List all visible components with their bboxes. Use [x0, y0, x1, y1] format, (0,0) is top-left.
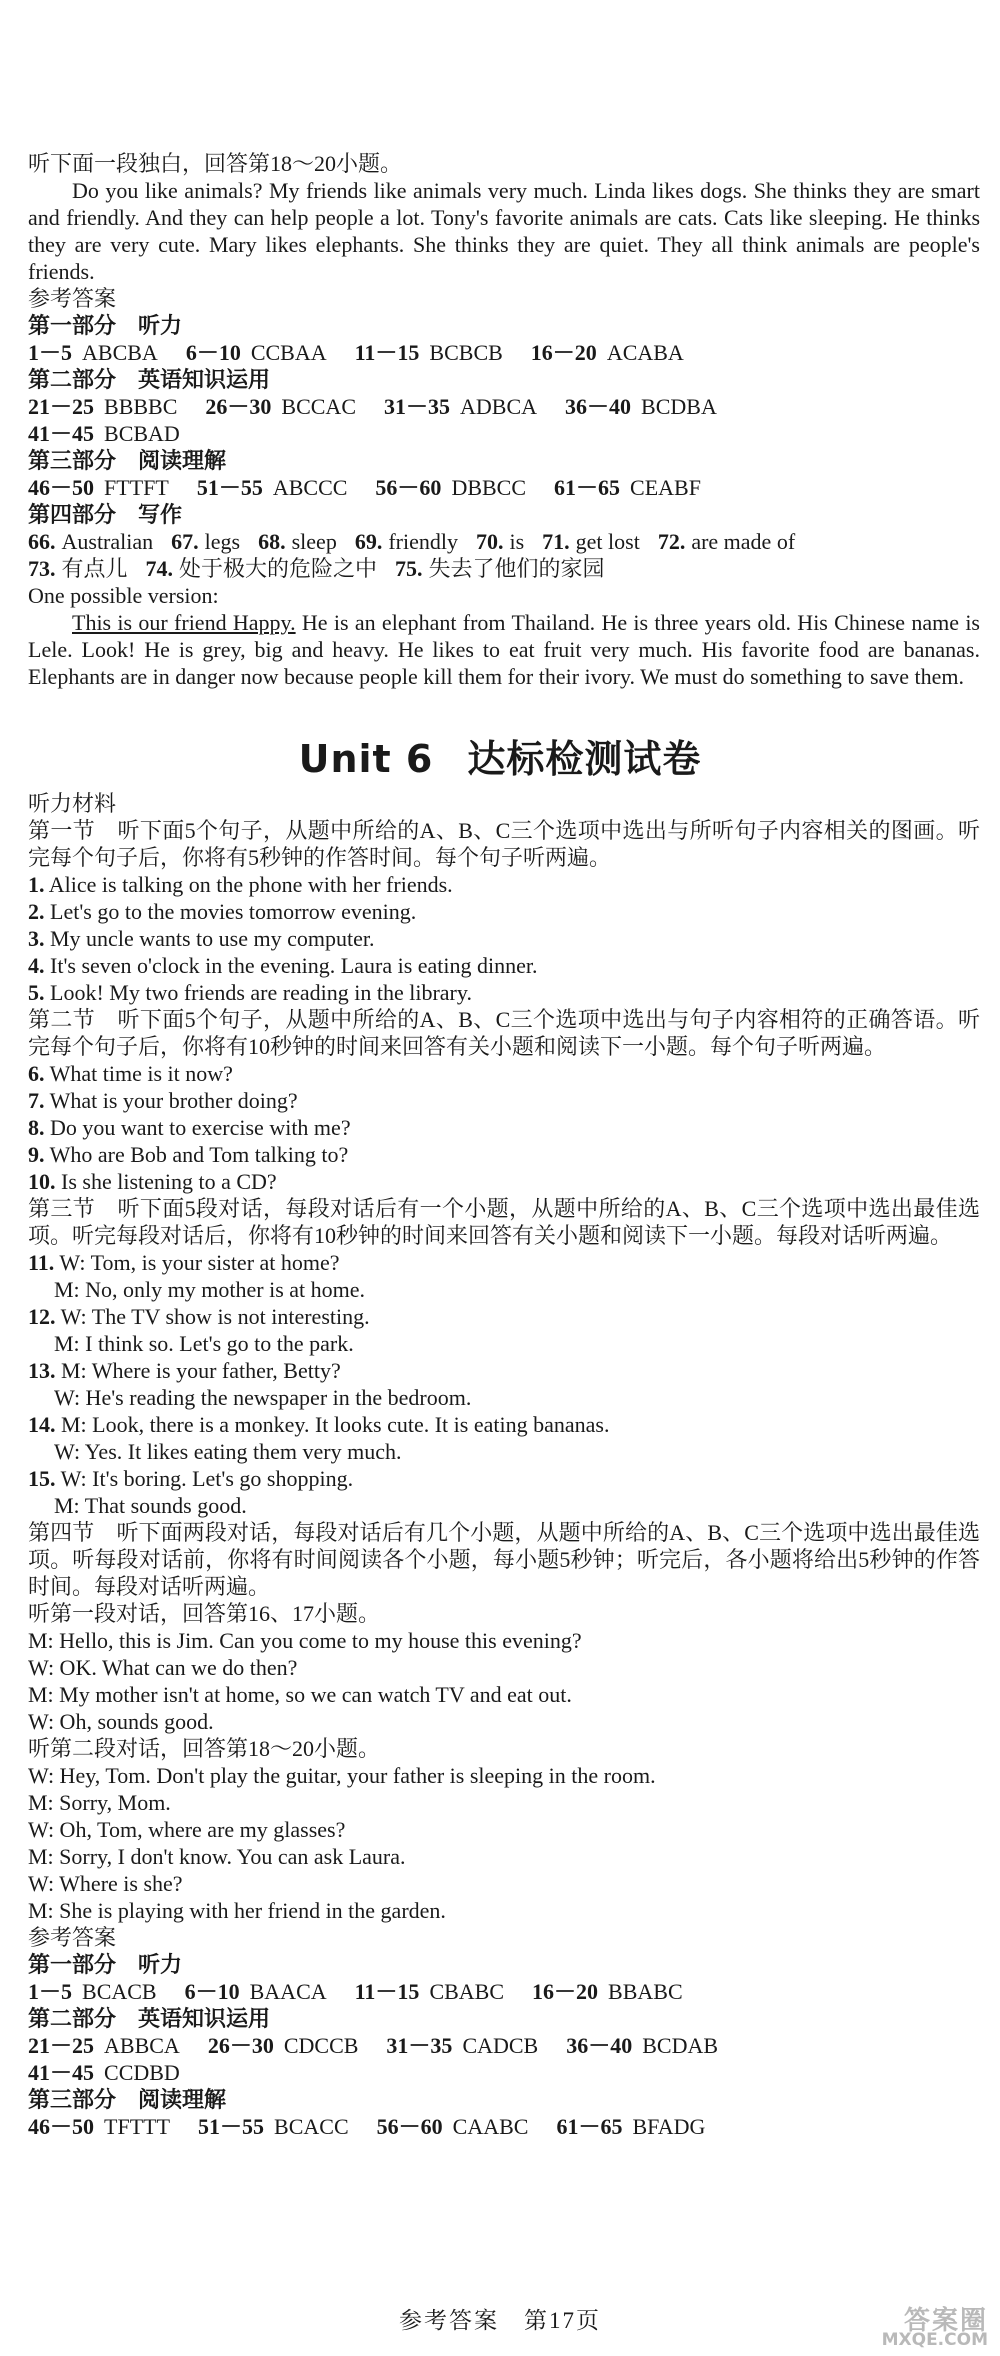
text-line: W: He's reading the newspaper in the bedroom.: [54, 1385, 472, 1410]
answer-letters: FTTFT: [104, 475, 169, 500]
monologue-text: Do you like animals? My friends like animals very much. Linda likes dogs. She thinks they are smart and friendly. And they can help people a lot. Tony's favorite animals are cats. Cats like sleeping. He thinks they are very cute. Mary likes elephants. She thinks they are quiet. They all think animals are people's friends.: [28, 178, 980, 284]
item-answer: get lost: [575, 529, 640, 554]
answer-range: 21－25: [28, 2033, 95, 2058]
answer-range: 56－60: [376, 2114, 443, 2139]
answer-range: 51－55: [198, 2114, 265, 2139]
answer-letters: BBBBC: [104, 394, 178, 419]
answer-range: 11－15: [354, 1979, 420, 2004]
text-line: M: No, only my mother is at home.: [54, 1277, 366, 1302]
answer-range: 41－45: [28, 2060, 95, 2085]
answer-letters: CAABC: [452, 2114, 529, 2139]
answer-range: 11－15: [354, 340, 420, 365]
text-line: 4. It's seven o'clock in the evening. Laura is eating dinner.: [28, 953, 538, 978]
answer-letters: DBBCC: [451, 475, 527, 500]
watermark-url: MXQE.COM: [881, 2330, 988, 2350]
answer-letters: CCDBD: [104, 2060, 180, 2085]
section3-dialogues: [28, 1249, 980, 1519]
text-line: W: Yes. It likes eating them very much.: [54, 1439, 402, 1464]
answer-range: 46－50: [28, 2114, 95, 2139]
text-line: 2. Let's go to the movies tomorrow evening.: [28, 899, 417, 924]
answer-letters: ABBCA: [104, 2033, 180, 2058]
item-answer: 处于极大的危险之中: [179, 556, 378, 581]
section1-instructions: 第一节 听下面5个句子，从题中所给的A、B、C三个选项中选出与所听句子内容相关的图画。听完每个句子后，你将有5秒钟的作答时间。每个句子听两遍。: [28, 818, 980, 870]
u6-part2-answers-extra: [28, 2059, 980, 2086]
answer-range: 21－25: [28, 394, 95, 419]
text-line: M: Hello, this is Jim. Can you come to my house this evening?: [28, 1628, 582, 1653]
answer-letters: ABCBA: [82, 340, 158, 365]
item-answer: 失去了他们的家园: [428, 556, 605, 581]
text-line: W: Oh, sounds good.: [28, 1709, 214, 1734]
text-line: 3. My uncle wants to use my computer.: [28, 926, 375, 951]
item-number: 73.: [28, 556, 56, 581]
u6-part1-answers: [28, 1978, 980, 2005]
u6-part3-answers: [28, 2113, 980, 2140]
dialogue1-intro: 听第一段对话，回答第16、17小题。: [28, 1601, 381, 1626]
text-line: 7. What is your brother doing?: [28, 1088, 298, 1113]
unit-title-name: 达标检测试卷: [467, 737, 702, 781]
item-answer: are made of: [691, 529, 796, 554]
answer-range: 36－40: [566, 2033, 633, 2058]
item-number: 72.: [657, 529, 686, 554]
part3-heading: 第三部分 阅读理解: [28, 448, 227, 473]
unit-title: [0, 728, 1000, 783]
monologue-intro: 听下面一段独白，回答第18～20小题。: [28, 151, 403, 176]
item-answer: 有点儿: [61, 556, 128, 581]
part1-heading: 第一部分 听力: [28, 313, 183, 338]
part2-answers: [28, 393, 980, 420]
answer-letters: BCDBA: [641, 394, 717, 419]
watermark-logo: [842, 2300, 992, 2352]
item-number: 71.: [542, 529, 570, 554]
text-line: 14. M: Look, there is a monkey. It looks cute. It is eating bananas.: [28, 1412, 610, 1437]
section2-instructions: 第二节 听下面5个句子，从题中所给的A、B、C三个选项中选出与句子内容相符的正确答语。听完每个句子后，你将有10秒钟的时间来回答有关小题和阅读下一小题。每个句子听两遍。: [28, 1007, 980, 1059]
section1-items: [28, 871, 980, 1006]
essay-first-sentence: This is our friend Happy.: [72, 610, 296, 635]
watermark-text: 答案圈: [903, 2306, 988, 2336]
unit-title-number: Unit 6: [298, 737, 434, 781]
answer-range: 31－35: [386, 2033, 453, 2058]
answer-letters: ADBCA: [460, 394, 538, 419]
answer-range: 31－35: [384, 394, 451, 419]
answer-letters: CDCCB: [283, 2033, 359, 2058]
answer-range: 56－60: [375, 475, 442, 500]
dialogue1-lines: [28, 1627, 980, 1735]
item-number: 75.: [395, 556, 423, 581]
item-number: 68.: [258, 529, 286, 554]
answer-letters: CADCB: [462, 2033, 539, 2058]
text-line: 8. Do you want to exercise with me?: [28, 1115, 351, 1140]
part2-answers-extra: [28, 420, 980, 447]
answer-range: 26－30: [207, 2033, 274, 2058]
text-line: 6. What time is it now?: [28, 1061, 233, 1086]
part3-answers: [28, 474, 980, 501]
text-line: 13. M: Where is your father, Betty?: [28, 1358, 341, 1383]
essay-rest: He is an elephant from Thailand. He is three years old. His Chinese name is Lele. Look! He is grey, big and heavy. He likes to eat fruit very much. His favorite food are bananas. Elephants are in danger now because people kill them for their ivory. We must do something to save them.: [28, 610, 980, 689]
previous-unit-section: [28, 150, 980, 690]
essay-text: [28, 609, 980, 690]
part4-heading: 第四部分 写作: [28, 502, 183, 527]
answer-letters: BAACA: [249, 1979, 327, 2004]
text-line: M: Sorry, I don't know. You can ask Laura.: [28, 1844, 406, 1869]
part2-heading: 第二部分 英语知识运用: [28, 367, 271, 392]
answer-range: 46－50: [28, 475, 95, 500]
text-line: W: Where is she?: [28, 1871, 183, 1896]
possible-version-label: One possible version:: [28, 583, 219, 608]
item-answer: legs: [204, 529, 241, 554]
answer-letters: BBABC: [608, 1979, 683, 2004]
answer-range: 6－10: [185, 340, 241, 365]
item-answer: is: [509, 529, 525, 554]
item-number: 67.: [171, 529, 199, 554]
answer-letters: ABCCC: [272, 475, 348, 500]
listening-label: 听力材料: [28, 791, 117, 816]
u6-part3-heading: 第三部分 阅读理解: [28, 2087, 227, 2112]
part1-answers: [28, 339, 980, 366]
answer-range: 61－65: [556, 2114, 623, 2139]
text-line: M: I think so. Let's go to the park.: [54, 1331, 354, 1356]
section3-instructions: 第三节 听下面5段对话，每段对话后有一个小题，从题中所给的A、B、C三个选项中选出最佳选项。听完每段对话后，你将有10秒钟的时间来回答有关小题和阅读下一小题。每段对话听两遍。: [28, 1196, 980, 1248]
reference-answers-label-2: 参考答案: [28, 1925, 117, 1950]
answer-letters: CEABF: [630, 475, 701, 500]
item-number: 74.: [145, 556, 174, 581]
dialogue2-lines: [28, 1762, 980, 1924]
text-line: W: Oh, Tom, where are my glasses?: [28, 1817, 346, 1842]
u6-part1-heading: 第一部分 听力: [28, 1952, 183, 1977]
answer-range: 36－40: [565, 394, 632, 419]
answer-range: 26－30: [205, 394, 272, 419]
section2-items: [28, 1060, 980, 1195]
answer-range: 16－20: [530, 340, 597, 365]
text-line: M: That sounds good.: [54, 1493, 247, 1518]
text-line: M: She is playing with her friend in the garden.: [28, 1898, 446, 1923]
item-number: 70.: [475, 529, 504, 554]
answer-letters: BCCAC: [281, 394, 356, 419]
answer-letters: BCBCB: [429, 340, 503, 365]
answer-letters: ACABA: [606, 340, 684, 365]
u6-part2-answers: [28, 2032, 980, 2059]
answer-range: 16－20: [532, 1979, 599, 2004]
text-line: 11. W: Tom, is your sister at home?: [28, 1250, 340, 1275]
text-line: 1. Alice is talking on the phone with her friends.: [28, 872, 453, 897]
text-line: M: My mother isn't at home, so we can watch TV and eat out.: [28, 1682, 572, 1707]
text-line: W: Hey, Tom. Don't play the guitar, your father is sleeping in the room.: [28, 1763, 656, 1788]
writing-answers-2: [28, 555, 980, 582]
answer-range: 61－65: [554, 475, 621, 500]
item-answer: sleep: [291, 529, 337, 554]
text-line: 9. Who are Bob and Tom talking to?: [28, 1142, 349, 1167]
listening-material-section: [28, 790, 980, 2140]
answer-range: 1－5: [28, 1979, 73, 2004]
answer-range: 51－55: [196, 475, 263, 500]
answer-range: 6－10: [184, 1979, 240, 2004]
answer-letters: BCBAD: [104, 421, 180, 446]
section4-instructions: 第四节 听下面两段对话，每段对话后有几个小题，从题中所给的A、B、C三个选项中选出最佳选项。听每段对话前，你将有时间阅读各个小题，每小题5秒钟；听完后，各小题将给出5秒钟的作答时间。每段对话听两遍。: [28, 1520, 980, 1599]
dialogue2-intro: 听第二段对话，回答第18～20小题。: [28, 1736, 381, 1761]
text-line: W: OK. What can we do then?: [28, 1655, 298, 1680]
answer-letters: BCACB: [82, 1979, 157, 2004]
text-line: M: Sorry, Mom.: [28, 1790, 171, 1815]
text-line: 15. W: It's boring. Let's go shopping.: [28, 1466, 354, 1491]
writing-answers-1: [28, 528, 980, 555]
text-line: 12. W: The TV show is not interesting.: [28, 1304, 370, 1329]
answer-range: 1－5: [28, 340, 73, 365]
answer-letters: CBABC: [429, 1979, 505, 2004]
answer-letters: TFTTT: [104, 2114, 171, 2139]
reference-answers-label: 参考答案: [28, 286, 117, 311]
answer-range: 41－45: [28, 421, 95, 446]
answer-letters: BFADG: [632, 2114, 706, 2139]
item-answer: Australian: [61, 529, 154, 554]
page-footer: 参考答案 第17页: [399, 2308, 601, 2333]
text-line: 10. Is she listening to a CD?: [28, 1169, 277, 1194]
item-number: 69.: [354, 529, 383, 554]
item-answer: friendly: [388, 529, 458, 554]
text-line: 5. Look! My two friends are reading in the library.: [28, 980, 472, 1005]
u6-part2-heading: 第二部分 英语知识运用: [28, 2006, 271, 2031]
answer-letters: BCACC: [274, 2114, 349, 2139]
answer-letters: CCBAA: [250, 340, 327, 365]
answer-letters: BCDAB: [642, 2033, 719, 2058]
item-number: 66.: [28, 529, 56, 554]
